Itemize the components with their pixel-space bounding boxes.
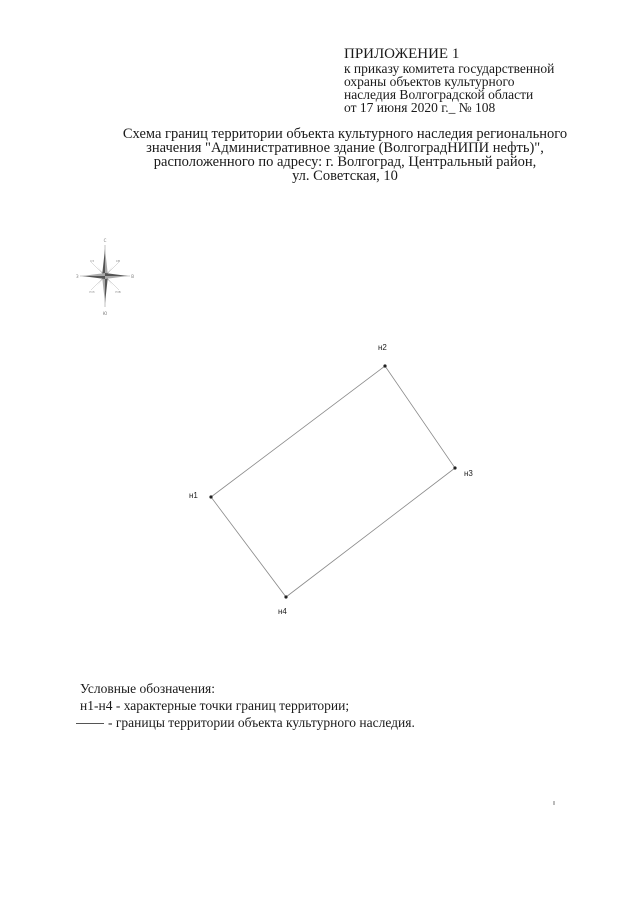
legend-line-row: [76, 714, 415, 731]
point-n3-label: н3: [464, 469, 473, 478]
compass-ne-label: СВ: [115, 259, 121, 263]
point-n4-label: н4: [278, 607, 287, 616]
compass-s-label: Ю: [102, 311, 108, 316]
scan-speck: [553, 801, 555, 805]
point-n2-label: н2: [378, 343, 387, 352]
point-n4-marker: [284, 595, 287, 598]
point-n3-marker: [453, 466, 456, 469]
compass-nw-label: СЗ: [89, 259, 95, 263]
appendix-line-3: наследия Волгоградской области: [344, 87, 534, 102]
appendix-line-4: от 17 июня 2020 г._ № 108: [344, 100, 496, 115]
legend-points-text: н1-н4 - характерные точки границ территории;: [80, 698, 350, 713]
territory-boundary: [211, 366, 455, 597]
scheme-title-line-4: ул. Советская, 10: [292, 168, 398, 184]
scheme-title-line-1: Схема границ территории объекта культурного наследия регионального: [122, 126, 568, 142]
compass-n-label: С: [103, 238, 107, 243]
scheme-title-line-3: расположенного по адресу: г. Волгоград, Центральный район,: [153, 154, 537, 170]
legend-line-text: - границы территории объекта культурного наследия.: [108, 715, 415, 730]
compass-se-label: ЮВ: [115, 290, 121, 294]
point-n2-marker: [383, 364, 386, 367]
appendix-title: ПРИЛОЖЕНИЕ 1: [344, 46, 460, 62]
appendix-line-1: к приказу комитета государственной: [344, 61, 555, 76]
scheme-title-line-2: значения "Административное здание (ВолгоградНИПИ нефть)",: [146, 140, 544, 156]
legend-line-sample: [76, 723, 104, 724]
legend: [80, 680, 415, 731]
point-n1-label: н1: [189, 491, 198, 500]
compass-e-label: В: [131, 274, 134, 279]
compass-w-label: З: [76, 274, 79, 279]
legend-heading: Условные обозначения:: [80, 681, 216, 696]
point-n1-marker: [209, 495, 212, 498]
appendix-line-2: охраны объектов культурного: [344, 74, 515, 89]
compass-sw-label: ЮЗ: [89, 290, 95, 294]
